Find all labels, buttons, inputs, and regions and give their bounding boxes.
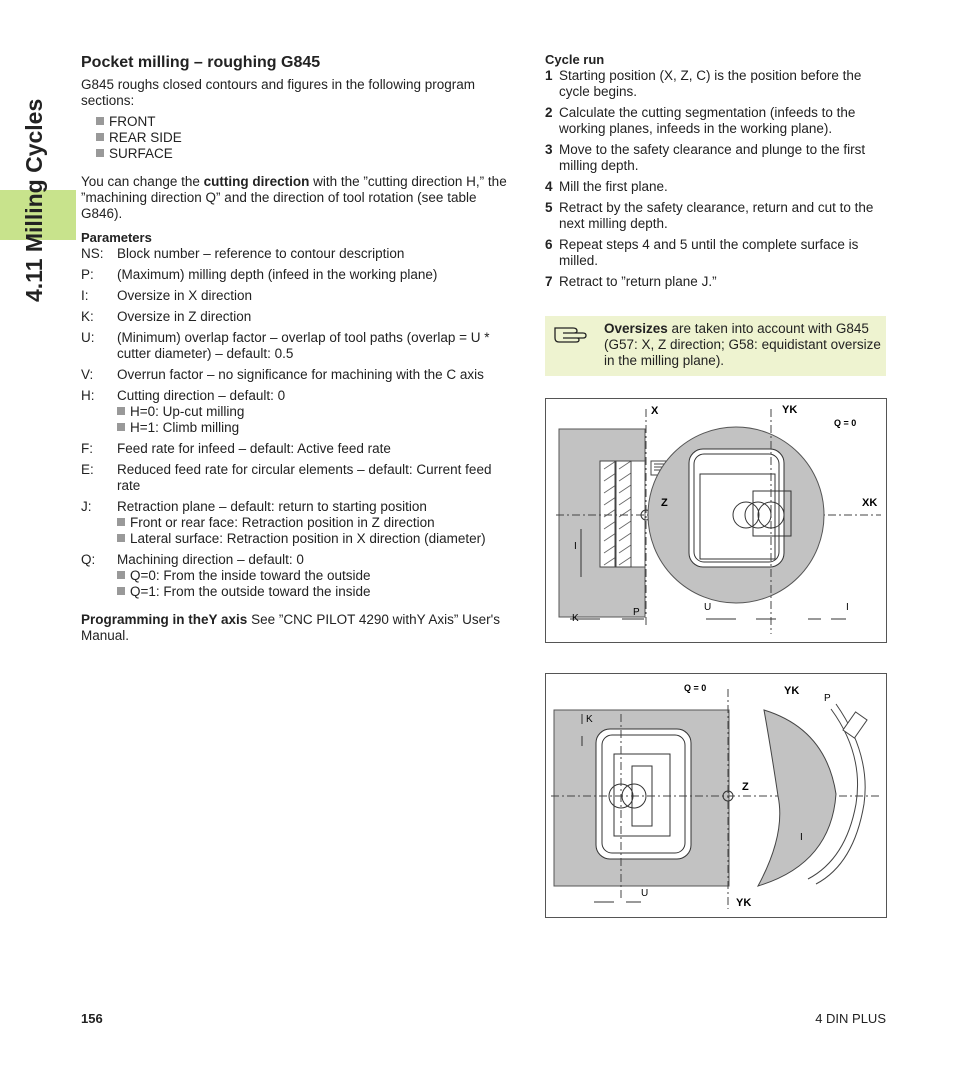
parameters-list <box>81 246 516 600</box>
parameter-key: E: <box>81 462 94 477</box>
section-item: SURFACE <box>96 146 516 162</box>
parameter-description <box>117 462 516 494</box>
oversize-note-text: Oversizes are taken into account with G845 (G57: X, Z direction; G58: equidistant oversize in the milling plane). <box>604 321 881 368</box>
step-number: 6 <box>545 237 553 252</box>
parameter-key: J: <box>81 499 92 514</box>
parameter-description <box>117 388 516 436</box>
cycle-run-heading: Cycle run <box>545 52 605 67</box>
parameter-text: Oversize in Z direction <box>117 309 252 324</box>
parameter-row <box>81 246 516 262</box>
parameter-option: Q=1: From the outside toward the inside <box>117 584 516 600</box>
step-number: 4 <box>545 179 553 194</box>
fig2-label-yk: YK <box>784 685 800 697</box>
oversize-note-box <box>545 316 886 376</box>
fig1-label-z: Z <box>661 497 668 509</box>
parameter-option: Q=0: From the inside toward the outside <box>117 568 516 584</box>
parameter-row <box>81 388 516 436</box>
parameter-key: Q: <box>81 552 96 567</box>
parameter-option: H=0: Up-cut milling <box>117 404 516 420</box>
programming-note: Programming in theY axis See ”CNC PILOT 4290 withY Axis” User's Manual. <box>81 612 500 643</box>
parameter-text: Cutting direction – default: 0 <box>117 388 286 403</box>
parameter-description <box>117 288 516 304</box>
parameter-text: Feed rate for infeed – default: Active feed rate <box>117 441 391 456</box>
chapter-side-tab-label: 4.11 Milling Cycles <box>21 98 47 302</box>
fig1-label-x: X <box>651 405 659 417</box>
parameter-text: Oversize in X direction <box>117 288 253 303</box>
fig2-label-i: I <box>800 832 803 843</box>
figure-lateral-surface-drawing <box>546 674 886 917</box>
parameter-option: Lateral surface: Retraction position in X direction (diameter) <box>117 531 516 547</box>
step-text: Move to the safety clearance and plunge to the first milling depth. <box>559 142 866 173</box>
cycle-steps <box>545 68 890 290</box>
cycle-step <box>545 68 890 100</box>
fig2-label-yk-bottom: YK <box>736 897 752 909</box>
figure-front-face-drawing <box>546 399 886 642</box>
step-number: 7 <box>545 274 553 289</box>
parameter-key: K: <box>81 309 94 324</box>
parameter-option: Front or rear face: Retraction position in Z direction <box>117 515 516 531</box>
parameter-text: Reduced feed rate for circular elements – default: Current feed rate <box>117 462 492 493</box>
parameter-row <box>81 288 516 304</box>
section-item: REAR SIDE <box>96 130 516 146</box>
fig1-label-xk: XK <box>862 497 878 509</box>
parameter-text: Block number – reference to contour description <box>117 246 405 261</box>
step-number: 5 <box>545 200 553 215</box>
parameter-row <box>81 367 516 383</box>
fig1-label-u: U <box>704 602 712 613</box>
parameter-text: (Minimum) overlap factor – overlap of tool paths (overlap = U * cutter diameter) – default: 0.5 <box>117 330 490 361</box>
parameter-key: V: <box>81 367 94 382</box>
step-text: Mill the first plane. <box>559 179 668 194</box>
step-text: Repeat steps 4 and 5 until the complete surface is milled. <box>559 237 859 268</box>
step-number: 1 <box>545 68 553 83</box>
step-text: Calculate the cutting segmentation (infeeds to the working planes, infeeds in the working plane). <box>559 105 856 136</box>
cycle-step <box>545 274 890 290</box>
parameter-key: NS: <box>81 246 104 261</box>
fig1-label-q: Q = 0 <box>834 418 857 428</box>
parameter-text: Overrun factor – no significance for machining with the C axis <box>117 367 484 382</box>
figure-front-face-pocket <box>545 398 887 643</box>
fig1-label-i2: I <box>846 602 849 613</box>
parameter-row <box>81 552 516 600</box>
fig2-label-p: P <box>824 693 831 704</box>
parameter-key: P: <box>81 267 94 282</box>
parameter-key: F: <box>81 441 93 456</box>
intro-text: G845 roughs closed contours and figures in the following program sections: <box>81 77 475 108</box>
fig1-label-i: I <box>574 541 577 552</box>
parameter-row <box>81 441 516 457</box>
parameter-text: Machining direction – default: 0 <box>117 552 304 567</box>
parameter-description <box>117 246 516 262</box>
parameter-row <box>81 462 516 494</box>
chapter-footer: 4 DIN PLUS <box>815 1011 886 1026</box>
fig2-label-u: U <box>641 888 649 899</box>
parameter-description <box>117 267 516 283</box>
step-text: Retract to ”return plane J.” <box>559 274 717 289</box>
parameter-key: H: <box>81 388 95 403</box>
step-number: 2 <box>545 105 553 120</box>
parameters-heading: Parameters <box>81 230 152 245</box>
parameter-key: I: <box>81 288 89 303</box>
step-text: Retract by the safety clearance, return and cut to the next milling depth. <box>559 200 874 231</box>
section-item: FRONT <box>96 114 516 130</box>
cycle-step <box>545 142 890 174</box>
parameter-row <box>81 330 516 362</box>
left-column <box>81 77 516 644</box>
fig2-label-q: Q = 0 <box>684 683 707 693</box>
cycle-step <box>545 237 890 269</box>
parameter-text: Retraction plane – default: return to starting position <box>117 499 427 514</box>
fig1-label-yk: YK <box>782 404 798 416</box>
parameter-description <box>117 367 516 383</box>
right-column <box>545 52 890 295</box>
step-text: Starting position (X, Z, C) is the position before the cycle begins. <box>559 68 862 99</box>
step-number: 3 <box>545 142 553 157</box>
fig1-label-p: P <box>633 607 640 618</box>
cycle-step <box>545 200 890 232</box>
fig1-label-k: K <box>572 613 579 624</box>
page-title: Pocket milling – roughing G845 <box>81 54 321 71</box>
parameter-row <box>81 499 516 547</box>
fig2-label-z: Z <box>742 781 749 793</box>
parameter-description <box>117 309 516 325</box>
parameter-row <box>81 309 516 325</box>
fig2-label-k: K <box>586 714 593 725</box>
cycle-step <box>545 179 890 195</box>
parameter-option: H=1: Climb milling <box>117 420 516 436</box>
figure-lateral-surface-pocket <box>545 673 887 918</box>
parameter-key: U: <box>81 330 95 345</box>
parameter-description <box>117 441 516 457</box>
parameter-text: (Maximum) milling depth (infeed in the working plane) <box>117 267 438 282</box>
pointing-hand-icon <box>553 320 587 344</box>
parameter-description <box>117 330 516 362</box>
sections-list <box>96 114 516 162</box>
cycle-step <box>545 105 890 137</box>
parameter-description <box>117 552 516 600</box>
page-number: 156 <box>81 1011 103 1026</box>
parameter-row <box>81 267 516 283</box>
parameter-description <box>117 499 516 547</box>
cutting-direction-text: You can change the cutting direction with the ”cutting direction H,” the ”machining direction Q” and the direction of tool rotation (see table G846). <box>81 174 507 221</box>
